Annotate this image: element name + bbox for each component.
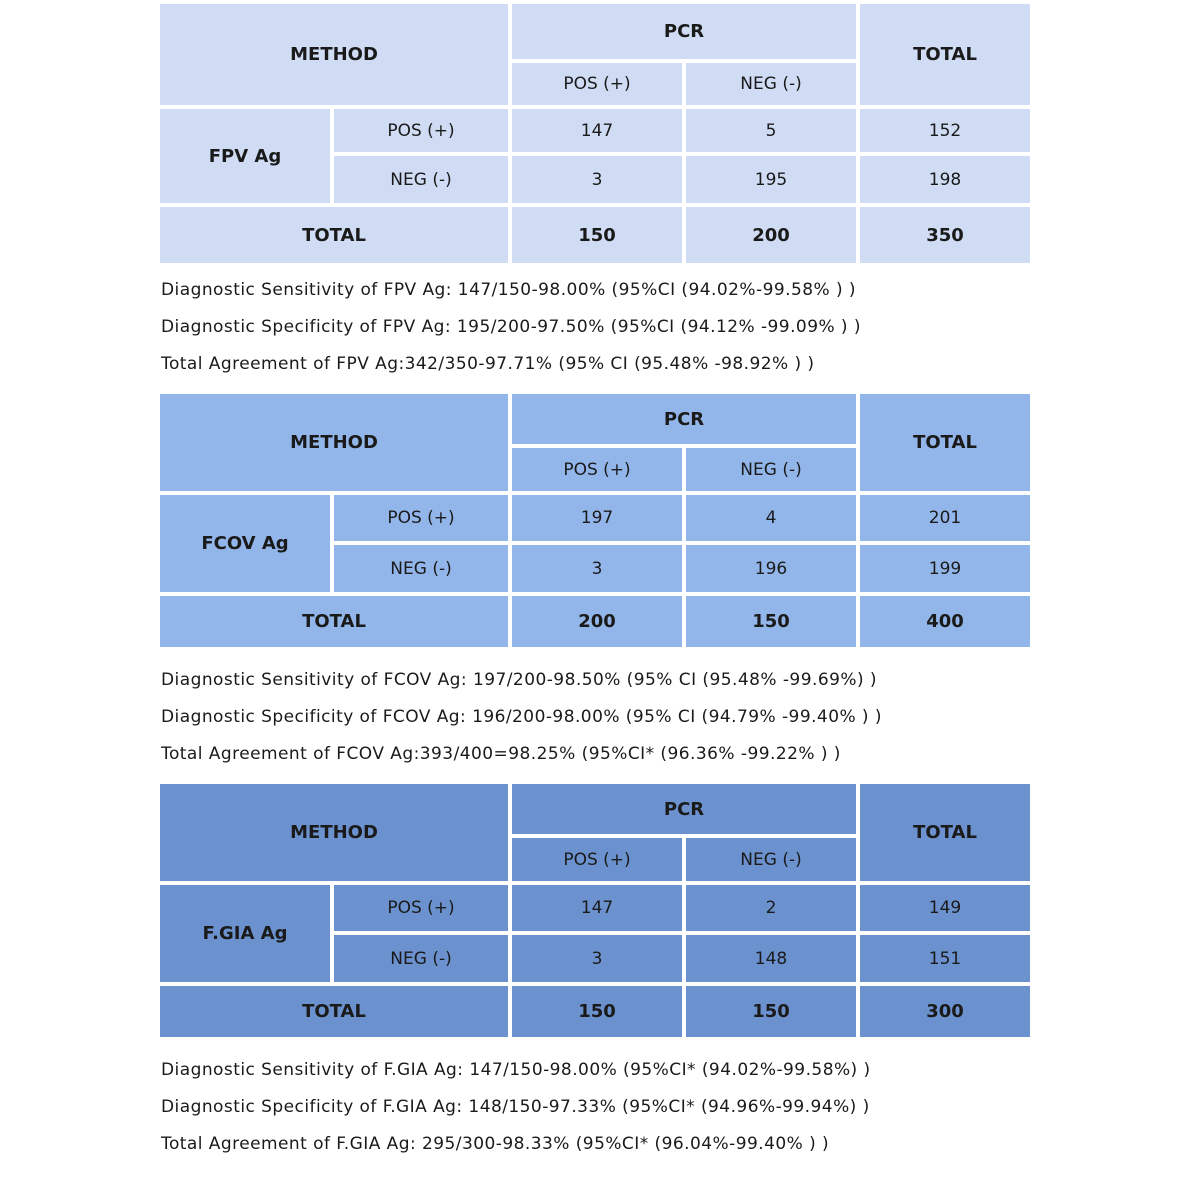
pcr-neg-header: NEG (-): [686, 448, 856, 491]
grand-total: 400: [860, 596, 1030, 647]
cell-pos-total: 152: [860, 109, 1030, 152]
cell-neg-neg: 148: [686, 935, 856, 982]
totals-label: TOTAL: [160, 596, 508, 647]
agreement-note: Total Agreement of F.GIA Ag: 295/300-98.33% (95%CI* (96.04%-99.40% ) ): [161, 1134, 830, 1154]
cell-neg-pos: 3: [512, 156, 682, 203]
specificity-note: Diagnostic Specificity of FPV Ag: 195/200-97.50% (95%CI (94.12% -99.09% ) ): [161, 317, 861, 337]
fcov-results-table: [156, 390, 1034, 651]
totals-label: TOTAL: [160, 207, 508, 263]
cell-pos-pos: 197: [512, 495, 682, 541]
total-pos: 200: [512, 596, 682, 647]
cell-pos-total: 201: [860, 495, 1030, 541]
row-label-neg: NEG (-): [334, 545, 508, 592]
row-label-pos: POS (+): [334, 885, 508, 931]
row-label-pos: POS (+): [334, 495, 508, 541]
total-header: TOTAL: [860, 4, 1030, 105]
test-name: FCOV Ag: [160, 495, 330, 592]
test-name: FPV Ag: [160, 109, 330, 203]
totals-label: TOTAL: [160, 986, 508, 1037]
cell-pos-total: 149: [860, 885, 1030, 931]
pcr-neg-header: NEG (-): [686, 63, 856, 105]
pcr-header: PCR: [512, 784, 856, 834]
agreement-note: Total Agreement of FCOV Ag:393/400=98.25% (95%CI* (96.36% -99.22% ) ): [161, 744, 841, 764]
cell-neg-total: 151: [860, 935, 1030, 982]
pcr-header: PCR: [512, 394, 856, 444]
grand-total: 350: [860, 207, 1030, 263]
row-label-neg: NEG (-): [334, 935, 508, 982]
row-label-pos: POS (+): [334, 109, 508, 152]
specificity-note: Diagnostic Specificity of FCOV Ag: 196/200-98.00% (95% CI (94.79% -99.40% ) ): [161, 707, 882, 727]
cell-neg-neg: 196: [686, 545, 856, 592]
fpv-notes: [161, 272, 1061, 383]
grand-total: 300: [860, 986, 1030, 1037]
total-neg: 200: [686, 207, 856, 263]
pcr-pos-header: POS (+): [512, 448, 682, 491]
cell-neg-total: 198: [860, 156, 1030, 203]
cell-pos-pos: 147: [512, 885, 682, 931]
specificity-note: Diagnostic Specificity of F.GIA Ag: 148/150-97.33% (95%CI* (94.96%-99.94%) ): [161, 1097, 870, 1117]
pcr-neg-header: NEG (-): [686, 838, 856, 881]
fgia-results-table: [156, 780, 1034, 1041]
agreement-note: Total Agreement of FPV Ag:342/350-97.71% (95% CI (95.48% -98.92% ) ): [161, 354, 815, 374]
pcr-pos-header: POS (+): [512, 63, 682, 105]
pcr-pos-header: POS (+): [512, 838, 682, 881]
cell-pos-neg: 2: [686, 885, 856, 931]
cell-neg-neg: 195: [686, 156, 856, 203]
cell-pos-neg: 4: [686, 495, 856, 541]
method-header: METHOD: [160, 784, 508, 881]
cell-neg-pos: 3: [512, 935, 682, 982]
cell-pos-neg: 5: [686, 109, 856, 152]
cell-neg-total: 199: [860, 545, 1030, 592]
total-header: TOTAL: [860, 394, 1030, 491]
sensitivity-note: Diagnostic Sensitivity of F.GIA Ag: 147/150-98.00% (95%CI* (94.02%-99.58%) ): [161, 1060, 871, 1080]
total-pos: 150: [512, 986, 682, 1037]
total-neg: 150: [686, 596, 856, 647]
sensitivity-note: Diagnostic Sensitivity of FCOV Ag: 197/200-98.50% (95% CI (95.48% -99.69%) ): [161, 670, 877, 690]
cell-neg-pos: 3: [512, 545, 682, 592]
fgia-notes: [161, 1052, 1061, 1163]
row-label-neg: NEG (-): [334, 156, 508, 203]
cell-pos-pos: 147: [512, 109, 682, 152]
fcov-notes: [161, 662, 1061, 773]
method-header: METHOD: [160, 394, 508, 491]
total-neg: 150: [686, 986, 856, 1037]
sensitivity-note: Diagnostic Sensitivity of FPV Ag: 147/150-98.00% (95%CI (94.02%-99.58% ) ): [161, 280, 856, 300]
method-header: METHOD: [160, 4, 508, 105]
fpv-results-table: [156, 0, 1034, 267]
pcr-header: PCR: [512, 4, 856, 59]
total-header: TOTAL: [860, 784, 1030, 881]
total-pos: 150: [512, 207, 682, 263]
test-name: F.GIA Ag: [160, 885, 330, 982]
